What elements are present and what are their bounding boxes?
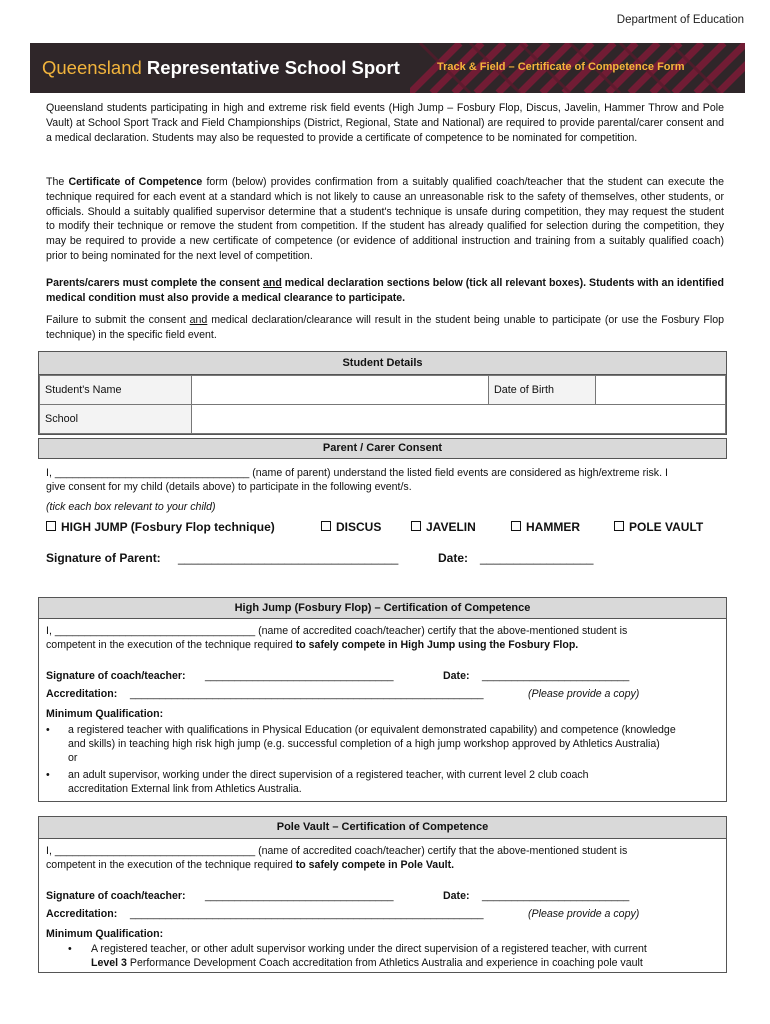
para4-b: medical declaration/clearance will result in the student being unable to participate (or use the Fosbury Flop technique) in the specific field event. [46, 314, 724, 341]
header-banner [30, 43, 745, 93]
dob-label: Date of Birth [489, 376, 596, 405]
dob-field[interactable] [596, 376, 726, 405]
brand-title [42, 57, 400, 79]
student-details-section [38, 351, 727, 435]
department-label: Department of Education [616, 14, 744, 26]
hj-minqual-label: Minimum Qualification: [46, 708, 164, 720]
parent-date-label: Date: [438, 551, 469, 565]
event-high-jump[interactable] [46, 520, 275, 534]
para4-and: and [189, 314, 208, 326]
school-label: School [40, 405, 192, 434]
pv-line-2 [46, 859, 454, 871]
para4-a: Failure to submit the consent [46, 314, 190, 326]
hj-accr-note: (Please provide a copy) [528, 688, 640, 700]
hj-bullet-2-dot: • [46, 769, 50, 781]
event-hammer-label: HAMMER [526, 520, 580, 534]
parent-signature-line[interactable]: _________________________________ [178, 551, 399, 565]
hj-bullet-2-l2: accreditation External link from Athletics Australia. [68, 783, 302, 795]
consent-section [38, 438, 727, 459]
school-field[interactable] [192, 405, 726, 434]
checkbox-discus[interactable] [321, 521, 331, 531]
intro-paragraph-3 [46, 276, 724, 306]
para3-b: medical declaration sections below (tick all relevant boxes). Students with an identified medical condition must also provide a medical clearance to participate. [46, 277, 724, 304]
pv-bullet-1-dot: • [68, 943, 72, 955]
intro-paragraph-2 [46, 175, 724, 264]
event-javelin-label: JAVELIN [426, 520, 476, 534]
brand-queensland: Queensland [42, 57, 142, 78]
hj-bullet-1-dot: • [46, 724, 50, 736]
pv-level-3: Level 3 [91, 957, 127, 969]
event-hammer[interactable] [511, 520, 580, 534]
event-pole-vault[interactable] [614, 520, 703, 534]
pole-vault-heading: Pole Vault – Certification of Competence [39, 817, 726, 839]
hj-bullet-1-l1: a registered teacher with qualifications in Physical Education (or equivalent demonstrated capability) and competence (knowledge [68, 724, 676, 736]
para3-a: Parents/carers must complete the consent [46, 277, 263, 289]
high-jump-heading: High Jump (Fosbury Flop) – Certification of Competence [39, 598, 726, 619]
pv-sig-label: Signature of coach/teacher: [46, 890, 186, 902]
pv-accr-label: Accreditation: [46, 908, 118, 920]
pv-sig-line[interactable]: ________________________________ [205, 890, 394, 902]
hj-date-line[interactable]: _________________________ [482, 670, 630, 682]
student-details-table [39, 375, 726, 434]
para2-rest: form (below) provides confirmation from a suitably qualified coach/teacher that the student can execute the technique required for each event at a standard which is not likely to cause an unreasonable risk to the safety of themselves, other students, or officials. Should a suitably qualified supervisor determine that a student's technique is unsafe during competition, they may request the student to modify their technique or remove the student from competition. If the student has already qualified for selection during the competition, they may be required to provide a new certificate of competence (or evidence of additional instruction and training from a suitably qualified coach) prior to being nominated for the next level of competition. [46, 176, 725, 262]
pv-minqual-label: Minimum Qualification: [46, 928, 164, 940]
parent-signature-label: Signature of Parent: [46, 551, 161, 565]
pv-accr-line[interactable]: ____________________________________________________________ [130, 908, 484, 920]
para3-and: and [262, 277, 282, 289]
tick-note: (tick each box relevant to your child) [46, 501, 216, 513]
checkbox-high-jump[interactable] [46, 521, 56, 531]
checkbox-pole-vault[interactable] [614, 521, 624, 531]
pv-line-2b: to safely compete in Pole Vault. [295, 859, 455, 871]
hj-line-2 [46, 639, 578, 651]
para2-prefix: The [46, 176, 69, 188]
hj-line-2a: competent in the execution of the technique required [46, 639, 296, 651]
consent-heading: Parent / Carer Consent [39, 439, 726, 459]
pv-bullet-1-l1: A registered teacher, or other adult supervisor working under the direct supervision of a registered teacher, with current [91, 943, 647, 955]
event-discus-label: DISCUS [336, 520, 382, 534]
student-details-heading: Student Details [39, 352, 726, 375]
checkbox-javelin[interactable] [411, 521, 421, 531]
hj-bullet-2-l1: an adult supervisor, working under the direct supervision of a registered teacher, with current level 2 club coach [68, 769, 589, 781]
pv-date-label: Date: [443, 890, 470, 902]
hj-line-1: I, __________________________________ (name of accredited coach/teacher) certify that the above-mentioned student is [46, 625, 628, 637]
student-name-field[interactable] [192, 376, 489, 405]
parent-date-line[interactable]: _________________ [480, 551, 594, 565]
hj-sig-label: Signature of coach/teacher: [46, 670, 186, 682]
pv-bullet-1-l2 [91, 957, 643, 969]
hj-accr-line[interactable]: ____________________________________________________________ [130, 688, 484, 700]
event-discus[interactable] [321, 520, 381, 534]
intro-paragraph-4 [46, 313, 724, 343]
pv-bullet-1-l2-rest: Performance Development Coach accreditation from Athletics Australia and experience in coaching pole vault [126, 957, 643, 969]
pv-line-1: I, __________________________________ (name of accredited coach/teacher) certify that the above-mentioned student is [46, 845, 628, 857]
event-pole-vault-label: POLE VAULT [629, 520, 704, 534]
hj-or: or [68, 752, 78, 764]
pv-accr-note: (Please provide a copy) [528, 908, 640, 920]
pv-date-line[interactable]: _________________________ [482, 890, 630, 902]
para2-bold: Certificate of Competence [68, 176, 203, 188]
pv-line-2a: competent in the execution of the technique required [46, 859, 296, 871]
hj-sig-line[interactable]: ________________________________ [205, 670, 394, 682]
student-name-label: Student's Name [40, 376, 192, 405]
hj-line-2b: to safely compete in High Jump using the Fosbury Flop. [295, 639, 579, 651]
consent-line-2: give consent for my child (details above) to participate in the following event/s. [46, 481, 412, 493]
consent-line-1: I, _________________________________ (name of parent) understand the listed field events are considered as high/extreme risk. I [46, 467, 668, 479]
hj-bullet-1-l2: and skills) in teaching high risk high jump (e.g. successful completion of a high jump workshop approved by Athletics Australia) [68, 738, 660, 750]
hj-date-label: Date: [443, 670, 470, 682]
event-high-jump-label: HIGH JUMP (Fosbury Flop technique) [61, 520, 275, 534]
event-javelin[interactable] [411, 520, 476, 534]
hj-accr-label: Accreditation: [46, 688, 118, 700]
intro-paragraph-1: Queensland students participating in high and extreme risk field events (High Jump – Fosbury Flop, Discus, Javelin, Hammer Throw and Pole Vault) at School Sport Track and Field Championships (District, Regional, State and National) are required to provide parental/carer consent and a medical declaration. Students may also be requested to provide a certificate of competence to be nominated for competition. [46, 102, 724, 144]
form-title: Track & Field – Certificate of Competence Form [437, 61, 685, 73]
brand-rest: Representative School Sport [146, 57, 400, 78]
checkbox-hammer[interactable] [511, 521, 521, 531]
